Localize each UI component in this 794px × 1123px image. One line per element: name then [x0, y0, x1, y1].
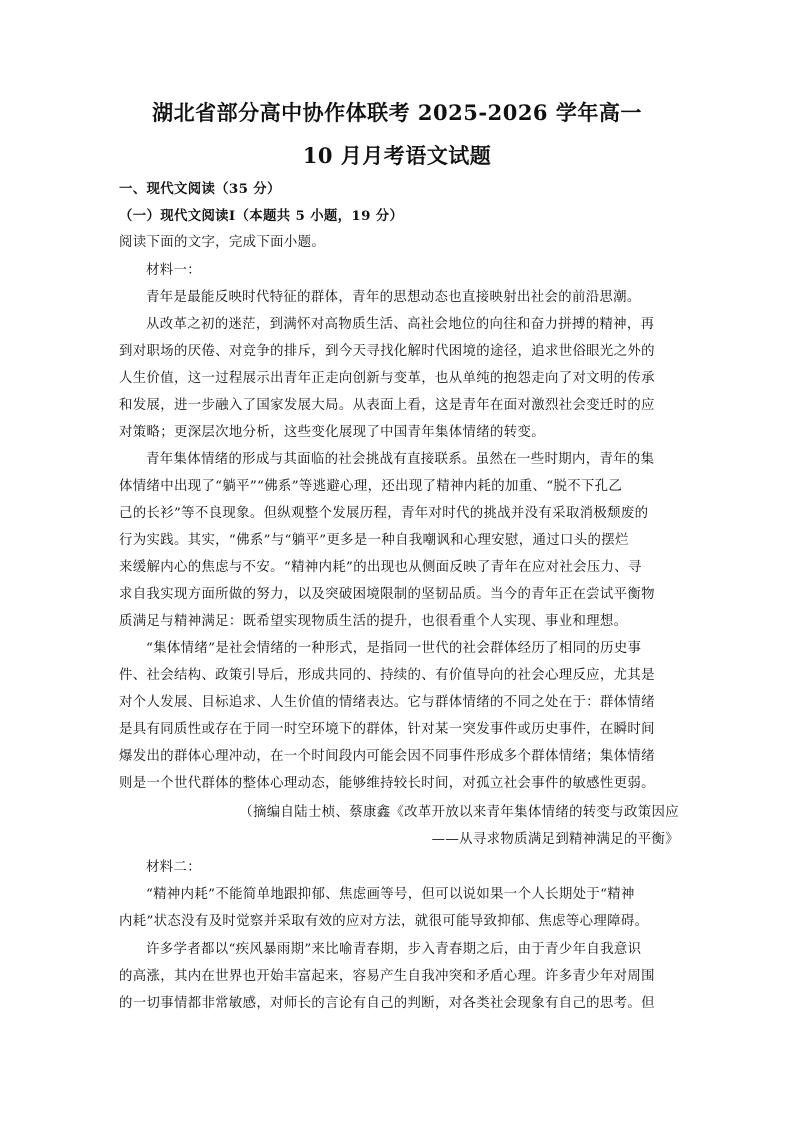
material1-line: 和发展，进一步融入了国家发展大局。从表面上看，这是青年在面对激烈社会变迁时的应	[119, 398, 655, 413]
exam-title-line2: 10 月月考语文试题	[302, 143, 492, 168]
material1-line: 青年集体情绪的形成与其面临的社会挑战有直接联系。虽然在一些时期内，青年的集	[146, 452, 655, 467]
exam-title-line1: 湖北省部分高中协作体联考 2025-2026 学年高一	[152, 100, 642, 125]
material2-line: 的一切事情都非常敏感，对师长的言论有自己的判断，对各类社会现象有自己的思考。但	[119, 996, 655, 1011]
section-heading: 一、现代文阅读（35 分）	[119, 181, 281, 197]
material1-line: 求自我实现方面所做的努力，以及突破困境限制的坚韧品质。当今的青年正在尝试平衡物	[119, 587, 655, 602]
material2-line: 许多学者都以“疾风暴雨期”来比喻青春期，步入青春期之后，由于青少年自我意识	[146, 942, 642, 957]
material1-line: 对个人发展、目标追求、人生价值的情绪表达。它与群体情绪的不同之处在于：群体情绪	[119, 695, 655, 710]
material1-line: 质满足与精神满足：既希望实现物质生活的提升，也很看重个人实现、事业和理想。	[119, 614, 628, 629]
material2-label: 材料二：	[146, 860, 201, 875]
reading-instruction: 阅读下面的文字，完成下面小题。	[119, 235, 326, 250]
material1-line: 则是一个世代群体的整体心理动态，能够维持较长时间，对孤立社会事件的敏感性更弱。	[119, 776, 655, 791]
material1-line: 从改革之初的迷茫，到满怀对高物质生活、高社会地位的向往和奋力拼搏的精神，再	[146, 317, 655, 332]
material1-line: 爆发出的群体心理冲动，在一个时间段内可能会因不同事件形成多个群体情绪；集体情绪	[119, 749, 655, 764]
material1-label: 材料一：	[146, 263, 201, 278]
material1-line: 到对职场的厌倦、对竞争的排斥，到今天寻找化解时代困境的途径，追求世俗眼光之外的	[119, 344, 655, 359]
material1-line: “集体情绪”是社会情绪的一种形式，是指同一世代的社会群体经历了相同的历史事	[146, 641, 642, 656]
material1-line: 人生价值，这一过程展示出青年正走向创新与变革，也从单纯的抱怨走向了对文明的传承	[119, 371, 655, 386]
material2-line: “精神内耗”不能简单地跟抑郁、焦虑画等号，但可以说如果一个人长期处于“精神	[146, 887, 635, 902]
material2-line: 的高涨，其内在世界也开始丰富起来，容易产生自我冲突和矛盾心理。许多青少年对周围	[119, 969, 655, 984]
material1-source-line2: ——从寻求物质满足到精神满足的平衡》	[431, 832, 679, 847]
material1-line: 是具有同质性或存在于同一时空环境下的群体，针对某一突发事件或历史事件，在瞬时间	[119, 722, 655, 737]
material1-line: 对策略；更深层次地分析，这些变化展现了中国青年集体情绪的转变。	[119, 425, 545, 440]
material1-line: 件、社会结构、政策引导后，形成共同的、持续的、有价值导向的社会心理反应，尤其是	[119, 668, 655, 683]
material1-line: 来缓解内心的焦虑与不安。“精神内耗”的出现也从侧面反映了青年在应对社会压力、寻	[119, 560, 642, 575]
material2-line: 内耗”状态没有及时觉察并采取有效的应对方法，就很可能导致抑郁、焦虑等心理障碍。	[119, 914, 649, 929]
section-subheading: （一）现代文阅读Ⅰ（本题共 5 小题，19 分）	[119, 208, 404, 224]
material1-line: 体情绪中出现了“躺平”“佛系”等逃避心理，还出现了精神内耗的加重、“脱不下孔乙	[119, 479, 623, 494]
material1-line: 青年是最能反映时代特征的群体，青年的思想动态也直接映射出社会的前沿思潮。	[146, 290, 641, 305]
material1-line: 行为实践。其实，“佛系”与“躺平”更多是一种自我嘲讽和心理安慰，通过口头的摆烂	[119, 533, 629, 548]
material1-line: 己的长衫”等不良现象。但纵观整个发展历程，青年对时代的挑战并没有采取消极颓废的	[119, 506, 649, 521]
material1-source-line1: （摘编自陆士桢、蔡康鑫《改革开放以来青年集体情绪的转变与政策因应	[239, 805, 679, 820]
